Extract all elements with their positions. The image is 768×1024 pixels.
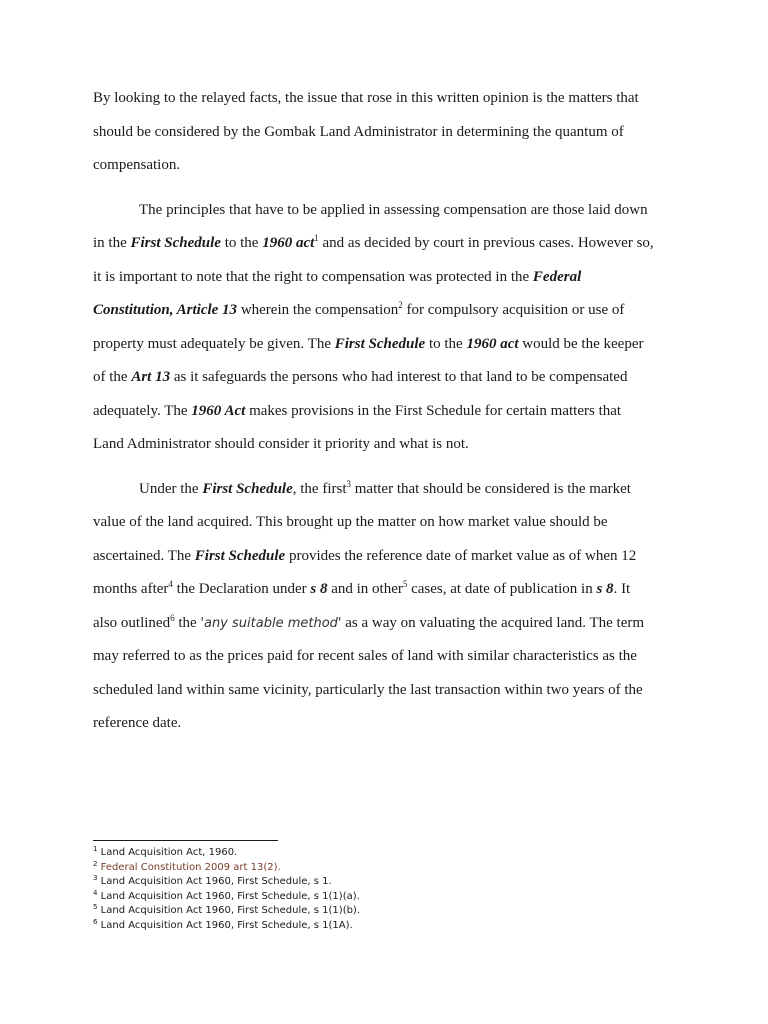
text-run: and as decided by court in previous cases. However so,: [318, 235, 654, 251]
text-line: compensation.: [93, 157, 181, 173]
footnote-6: [93, 919, 493, 934]
footnote-number: 1: [93, 845, 98, 853]
text-run: property must adequately be given. The: [93, 335, 335, 352]
emphasis-federal: Federal: [532, 268, 582, 285]
footnote-2: [93, 861, 493, 876]
text-run: also outlined: [93, 614, 171, 631]
paragraph-issue: [93, 82, 683, 183]
emphasis-1960-act: 1960 Act: [191, 402, 246, 419]
footnote-number: 4: [93, 888, 98, 897]
footnote-ref-3[interactable]: 3: [346, 478, 351, 489]
text-run: . It: [613, 581, 631, 597]
emphasis-first-schedule: First Schedule: [334, 335, 426, 352]
paragraph-first-schedule: [93, 473, 683, 741]
quoted-phrase: 'any suitable method': [200, 615, 342, 631]
footnote-text: Land Acquisition Act 1960, First Schedule, s 1.: [100, 876, 332, 888]
text-line: should be considered by the Gombak Land Administrator in determining the quantum of: [93, 123, 624, 140]
emphasis-first-schedule: First Schedule: [130, 235, 221, 251]
paragraph-principles: [93, 194, 683, 462]
footnote-text: Land Acquisition Act 1960, First Schedule, s 1(1)(a).: [100, 890, 360, 902]
text-run: the: [174, 614, 201, 631]
text-line: may referred to as the prices paid for recent sales of land with similar characteristics as the: [93, 648, 637, 664]
footnote-3: [93, 875, 493, 890]
text-line: Land Administrator should consider it priority and what is not.: [93, 436, 469, 452]
text-run: ascertained. The: [93, 547, 195, 564]
footnote-ref-6[interactable]: 6: [170, 612, 175, 623]
text-run: , the first: [292, 480, 347, 497]
text-run: Under the: [139, 480, 203, 497]
footnote-number: 6: [93, 917, 98, 926]
emphasis-constitution-article-13: Constitution, Article 13: [93, 302, 238, 318]
text-run: cases, at date of publication in: [407, 581, 597, 597]
footnote-ref-4[interactable]: 4: [168, 579, 173, 589]
footnotes: [93, 846, 493, 934]
text-run: provides the reference date of market value as of when 12: [285, 547, 637, 564]
text-run: matter that should be considered is the market: [351, 480, 631, 497]
text-run: adequately. The: [93, 402, 192, 419]
footnote-ref-2[interactable]: 2: [398, 300, 403, 310]
text-run: to the: [220, 235, 263, 251]
footnote-1: [93, 846, 493, 861]
text-run: to the: [425, 335, 467, 352]
footnote-text: Land Acquisition Act 1960, First Schedule, s 1(1)(b).: [100, 905, 361, 917]
emphasis-1960-act: 1960 act: [262, 235, 315, 251]
text-line: scheduled land within same vicinity, particularly the last transaction within two years of the: [93, 681, 643, 698]
footnote-5: [93, 904, 493, 919]
text-run: as a way on valuating the acquired land. The term: [341, 614, 645, 631]
text-run: the Declaration under: [172, 581, 311, 597]
text-line: value of the land acquired. This brought up the matter on how market value should be: [93, 514, 608, 530]
footnote-separator: [93, 840, 278, 841]
text-run: as it safeguards the persons who had interest to that land to be compensated: [170, 369, 628, 385]
text-run: and in other: [327, 581, 403, 597]
footnote-text: Land Acquisition Act, 1960.: [100, 847, 238, 858]
text-run: wherein the compensation: [237, 302, 399, 318]
emphasis-s-8: s 8: [310, 581, 328, 597]
text-line: The principles that have to be applied in assessing compensation are those laid down: [139, 201, 648, 218]
emphasis-first-schedule: First Schedule: [194, 547, 286, 564]
emphasis-1960-act: 1960 act: [466, 335, 519, 352]
text-run: makes provisions in the First Schedule for certain matters that: [245, 402, 622, 419]
footnote-ref-1[interactable]: 1: [314, 233, 319, 243]
footnote-number: 3: [93, 874, 98, 883]
footnote-number: 5: [93, 903, 98, 912]
text-run: in the: [93, 235, 131, 251]
text-run: it is important to note that the right to compensation was protected in the: [93, 268, 533, 285]
body-text: [93, 82, 683, 741]
text-run: for compulsory acquisition or use of: [402, 302, 625, 318]
footnote-ref-5[interactable]: 5: [402, 579, 408, 589]
text-line: By looking to the relayed facts, the issue that rose in this written opinion is the matters that: [93, 90, 639, 106]
text-line: reference date.: [93, 715, 182, 731]
emphasis-s-8: s 8: [596, 581, 614, 597]
emphasis-art-13: Art 13: [131, 369, 171, 385]
text-run: months after: [93, 581, 169, 597]
footnote-text: Land Acquisition Act 1960, First Schedule, s 1(1A).: [100, 919, 353, 931]
footnote-4: [93, 890, 493, 905]
emphasis-first-schedule: First Schedule: [202, 480, 293, 497]
text-run: would be the keeper: [518, 335, 644, 352]
footnote-number: 2: [93, 859, 98, 868]
footnote-text[interactable]: Federal Constitution 2009 art 13(2).: [100, 861, 281, 873]
text-run: of the: [93, 369, 132, 385]
